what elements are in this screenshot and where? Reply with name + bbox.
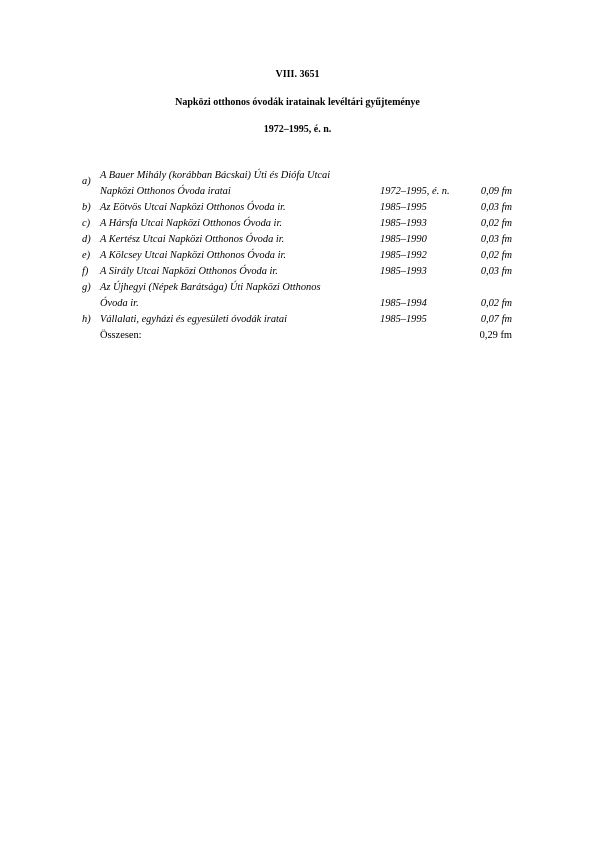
item-years: 1985–1993: [380, 266, 427, 277]
item-letter: h): [82, 314, 91, 325]
item-name-line2: Napközi Otthonos Óvoda iratai: [100, 186, 231, 197]
item-years: 1985–1995: [380, 202, 427, 213]
total-label: Összesen:: [100, 330, 142, 341]
fonds-title: Napközi otthonos óvodák iratainak levéltári gyűjteménye: [175, 97, 420, 108]
item-size: 0,02 fm: [480, 298, 512, 309]
list-item: [82, 234, 522, 250]
list-item: [82, 250, 522, 266]
list-item: [82, 218, 522, 234]
item-name: A Kölcsey Utcai Napközi Otthonos Óvoda ir.: [100, 250, 286, 261]
fonds-reference: VIII. 3651: [275, 69, 320, 80]
item-size: 0,03 fm: [480, 266, 512, 277]
item-letter: e): [82, 250, 91, 261]
item-letter: f): [82, 266, 89, 277]
item-years: 1985–1993: [380, 218, 427, 229]
item-size: 0,02 fm: [480, 218, 512, 229]
item-size: 0,03 fm: [480, 202, 512, 213]
item-name-line1: A Bauer Mihály (korábban Bácskai) Úti és Diófa Utcai: [100, 170, 331, 181]
item-letter: d): [82, 234, 91, 245]
item-name: A Hársfa Utcai Napközi Otthonos Óvoda ir.: [100, 218, 282, 229]
item-name-line2: Óvoda ir.: [100, 298, 139, 309]
item-size: 0,03 fm: [480, 234, 512, 245]
item-letter: b): [82, 202, 91, 213]
fonds-date-range: 1972–1995, é. n.: [263, 124, 332, 135]
item-size: 0,09 fm: [480, 186, 512, 197]
item-name: A Kertész Utcai Napközi Otthonos Óvoda ir.: [100, 234, 285, 245]
item-name: Vállalati, egyházi és egyesületi óvodák iratai: [100, 314, 287, 325]
item-name: A Sirály Utcai Napközi Otthonos Óvoda ir.: [100, 266, 278, 277]
item-years: 1985–1990: [380, 234, 427, 245]
item-years: 1985–1992: [380, 250, 427, 261]
total-size: 0,29 fm: [479, 330, 512, 341]
item-letter: c): [82, 218, 91, 229]
total-row: [82, 330, 522, 346]
list-item: [82, 266, 522, 282]
item-years: 1972–1995, é. n.: [380, 186, 450, 197]
item-size: 0,02 fm: [480, 250, 512, 261]
list-item: [82, 282, 522, 314]
item-name: Az Eötvös Utcai Napközi Otthonos Óvoda ir.: [100, 202, 286, 213]
series-list: [82, 170, 522, 346]
item-size: 0,07 fm: [480, 314, 512, 325]
list-item: [82, 202, 522, 218]
item-letter: a): [82, 176, 91, 187]
item-name-line1: Az Újhegyi (Népek Barátsága) Úti Napközi Otthonos: [100, 282, 321, 293]
item-years: 1985–1994: [380, 298, 427, 309]
list-item: [82, 170, 522, 202]
list-item: [82, 314, 522, 330]
item-years: 1985–1995: [380, 314, 427, 325]
item-letter: g): [82, 282, 91, 293]
